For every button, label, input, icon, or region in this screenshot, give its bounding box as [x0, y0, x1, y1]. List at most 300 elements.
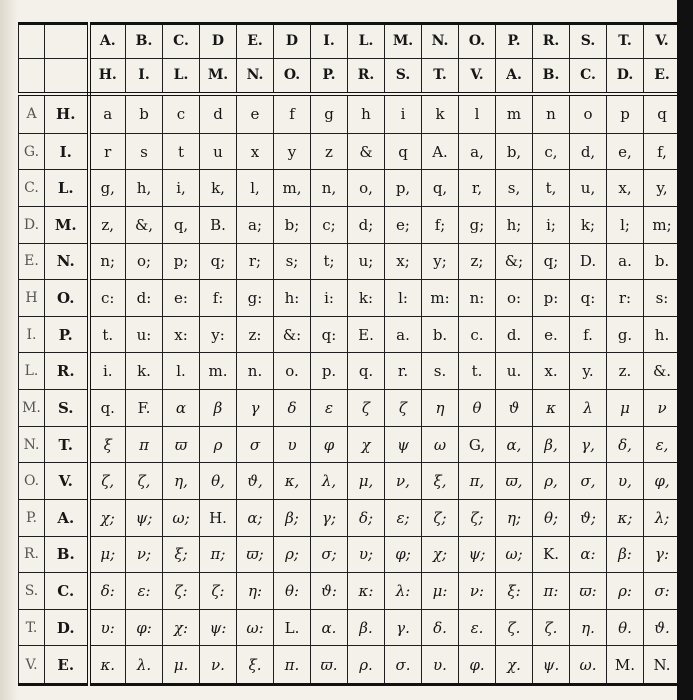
cipher-cell: ε. — [459, 609, 496, 646]
cipher-cell: ψ. — [533, 646, 570, 685]
row-key: L. — [19, 353, 45, 390]
cipher-cell: λ — [570, 390, 607, 427]
cipher-cell: k. — [126, 353, 163, 390]
cipher-cell: ν; — [126, 536, 163, 573]
cipher-cell: ρ, — [533, 463, 570, 500]
table-row — [19, 207, 681, 244]
cipher-cell: g; — [459, 207, 496, 244]
row-key-secondary: M. — [45, 207, 89, 244]
cipher-cell: A. — [422, 133, 459, 170]
header-cell: D. — [607, 58, 644, 94]
header-cell: B. — [126, 24, 163, 59]
cipher-cell: t — [163, 133, 200, 170]
cipher-cell: i, — [163, 170, 200, 207]
header-cell: R. — [348, 58, 385, 94]
header-cell: V. — [459, 58, 496, 94]
cipher-cell: &: — [274, 316, 311, 353]
cipher-cell: ω; — [496, 536, 533, 573]
header-cell: R. — [533, 24, 570, 59]
table-row — [19, 170, 681, 207]
cipher-cell: θ: — [274, 573, 311, 610]
cipher-cell: ϖ, — [496, 463, 533, 500]
cipher-cell: k; — [570, 207, 607, 244]
cipher-cell: g: — [237, 280, 274, 317]
cipher-cell: χ. — [496, 646, 533, 685]
cipher-cell: μ. — [163, 646, 200, 685]
header-spacer — [19, 24, 45, 59]
cipher-cell: H. — [200, 499, 237, 536]
row-key: I. — [19, 316, 45, 353]
cipher-cell: b. — [644, 243, 681, 280]
cipher-cell: θ — [459, 390, 496, 427]
cipher-cell: l; — [607, 207, 644, 244]
cipher-cell: z. — [607, 353, 644, 390]
cipher-cell: a. — [607, 243, 644, 280]
cipher-cell: q. — [89, 390, 126, 427]
cipher-cell: δ: — [89, 573, 126, 610]
row-key-secondary: O. — [45, 280, 89, 317]
cipher-cell: u: — [126, 316, 163, 353]
cipher-cell: p — [607, 94, 644, 134]
row-key: S. — [19, 573, 45, 610]
header-cell: C. — [570, 58, 607, 94]
cipher-cell: ξ; — [163, 536, 200, 573]
cipher-cell: f; — [422, 207, 459, 244]
cipher-cell: η — [422, 390, 459, 427]
cipher-cell: λ; — [644, 499, 681, 536]
header-cell: O. — [274, 58, 311, 94]
cipher-cell: υ. — [422, 646, 459, 685]
cipher-cell: κ — [533, 390, 570, 427]
cipher-cell: α: — [570, 536, 607, 573]
cipher-cell: ζ: — [200, 573, 237, 610]
cipher-cell: α; — [237, 499, 274, 536]
cipher-cell: n — [533, 94, 570, 134]
cipher-cell: μ, — [348, 463, 385, 500]
row-key-secondary: C. — [45, 573, 89, 610]
cipher-cell: a, — [459, 133, 496, 170]
table-row — [19, 316, 681, 353]
cipher-cell: D. — [570, 243, 607, 280]
cipher-cell: y. — [570, 353, 607, 390]
cipher-cell: y, — [644, 170, 681, 207]
header-cell: L. — [348, 24, 385, 59]
cipher-cell: ζ, — [126, 463, 163, 500]
cipher-cell: β: — [607, 536, 644, 573]
cipher-cell: &; — [496, 243, 533, 280]
cipher-cell: χ; — [422, 536, 459, 573]
cipher-cell: σ. — [385, 646, 422, 685]
cipher-cell: y — [274, 133, 311, 170]
cipher-cell: y; — [422, 243, 459, 280]
row-key-secondary: N. — [45, 243, 89, 280]
cipher-cell: θ; — [533, 499, 570, 536]
cipher-cell: ζ. — [496, 609, 533, 646]
cipher-cell: a — [89, 94, 126, 134]
cipher-cell: ν: — [459, 573, 496, 610]
header-cell: D — [274, 24, 311, 59]
row-key: D. — [19, 207, 45, 244]
cipher-cell: q — [644, 94, 681, 134]
cipher-cell: z; — [459, 243, 496, 280]
cipher-cell: π, — [459, 463, 496, 500]
table-row — [19, 353, 681, 390]
cipher-cell: f: — [200, 280, 237, 317]
cipher-cell: ξ: — [496, 573, 533, 610]
cipher-cell: ψ: — [200, 609, 237, 646]
cipher-cell: o, — [348, 170, 385, 207]
cipher-cell: λ, — [311, 463, 348, 500]
cipher-cell: p; — [163, 243, 200, 280]
cipher-cell: ζ — [385, 390, 422, 427]
cipher-cell: x; — [385, 243, 422, 280]
cipher-cell: z — [311, 133, 348, 170]
header-cell: M. — [200, 58, 237, 94]
row-key: H — [19, 280, 45, 317]
cipher-cell: i. — [89, 353, 126, 390]
cipher-cell: a. — [385, 316, 422, 353]
cipher-cell: c, — [533, 133, 570, 170]
cipher-cell: t. — [459, 353, 496, 390]
header-cell — [45, 58, 89, 94]
table-row — [19, 463, 681, 500]
header-row — [19, 58, 681, 94]
cipher-cell: E. — [348, 316, 385, 353]
cipher-cell: π: — [533, 573, 570, 610]
row-key-secondary: B. — [45, 536, 89, 573]
cipher-cell: f — [274, 94, 311, 134]
header-cell: N. — [237, 58, 274, 94]
header-cell: A. — [496, 58, 533, 94]
cipher-cell: q; — [200, 243, 237, 280]
cipher-cell: ξ. — [237, 646, 274, 685]
cipher-cell: d: — [126, 280, 163, 317]
header-cell: S. — [385, 58, 422, 94]
cipher-cell: ϖ; — [237, 536, 274, 573]
cipher-cell: ε, — [644, 426, 681, 463]
header-cell: I. — [126, 58, 163, 94]
row-key-secondary: D. — [45, 609, 89, 646]
cipher-cell: r. — [385, 353, 422, 390]
cipher-cell: δ; — [348, 499, 385, 536]
row-key-secondary: T. — [45, 426, 89, 463]
cipher-cell: o — [570, 94, 607, 134]
cipher-cell: x. — [533, 353, 570, 390]
cipher-cell: e; — [385, 207, 422, 244]
table-row — [19, 280, 681, 317]
cipher-cell: ρ: — [607, 573, 644, 610]
cipher-cell: u; — [348, 243, 385, 280]
row-key-secondary: L. — [45, 170, 89, 207]
row-key-secondary: H. — [45, 94, 89, 134]
cipher-cell: ε; — [385, 499, 422, 536]
table-row — [19, 609, 681, 646]
cipher-cell: B. — [200, 207, 237, 244]
cipher-cell: i — [385, 94, 422, 134]
header-cell: S. — [570, 24, 607, 59]
cipher-cell: σ; — [311, 536, 348, 573]
cipher-cell: ρ; — [274, 536, 311, 573]
row-key-secondary: P. — [45, 316, 89, 353]
cipher-cell: u — [200, 133, 237, 170]
cipher-cell: β — [200, 390, 237, 427]
cipher-cell: φ; — [385, 536, 422, 573]
cipher-cell: χ; — [89, 499, 126, 536]
cipher-cell: d. — [496, 316, 533, 353]
cipher-cell: q — [385, 133, 422, 170]
cipher-cell: λ. — [126, 646, 163, 685]
cipher-cell: ν, — [385, 463, 422, 500]
cipher-cell: b, — [496, 133, 533, 170]
cipher-cell: κ, — [274, 463, 311, 500]
cipher-cell: N. — [644, 646, 681, 685]
cipher-cell: l, — [237, 170, 274, 207]
row-key: E. — [19, 243, 45, 280]
header-cell: B. — [533, 58, 570, 94]
cipher-cell: η; — [496, 499, 533, 536]
cipher-cell: q, — [422, 170, 459, 207]
cipher-cell: d — [200, 94, 237, 134]
header-cell: P. — [496, 24, 533, 59]
cipher-cell: ε — [311, 390, 348, 427]
cipher-cell: z, — [89, 207, 126, 244]
cipher-cell: f, — [644, 133, 681, 170]
cipher-cell: φ. — [459, 646, 496, 685]
cipher-cell: G, — [459, 426, 496, 463]
cipher-cell: & — [348, 133, 385, 170]
cipher-cell: κ. — [89, 646, 126, 685]
cipher-cell: ε: — [126, 573, 163, 610]
cipher-cell: h; — [496, 207, 533, 244]
cipher-cell: φ — [311, 426, 348, 463]
header-cell: N. — [422, 24, 459, 59]
cipher-cell: k: — [348, 280, 385, 317]
cipher-cell: γ, — [570, 426, 607, 463]
cipher-cell: q; — [533, 243, 570, 280]
cipher-cell: F. — [126, 390, 163, 427]
header-cell: I. — [311, 24, 348, 59]
cipher-cell: h, — [126, 170, 163, 207]
cipher-cell: h: — [274, 280, 311, 317]
cipher-cell: q. — [348, 353, 385, 390]
row-key: V. — [19, 646, 45, 685]
cipher-cell: e, — [607, 133, 644, 170]
row-key: C. — [19, 170, 45, 207]
cipher-cell: c: — [89, 280, 126, 317]
cipher-cell: γ. — [385, 609, 422, 646]
cipher-cell: p, — [385, 170, 422, 207]
cipher-cell: r, — [459, 170, 496, 207]
row-key: N. — [19, 426, 45, 463]
cipher-cell: λ: — [385, 573, 422, 610]
header-spacer — [19, 58, 45, 94]
header-cell: D — [200, 24, 237, 59]
cipher-cell: κ: — [348, 573, 385, 610]
cipher-cell: x, — [607, 170, 644, 207]
header-cell: L. — [163, 58, 200, 94]
cipher-cell: m: — [422, 280, 459, 317]
row-key-secondary: E. — [45, 646, 89, 685]
cipher-cell: ρ — [200, 426, 237, 463]
cipher-cell: γ — [237, 390, 274, 427]
table-row — [19, 499, 681, 536]
cipher-cell: p: — [533, 280, 570, 317]
cipher-cell: μ: — [422, 573, 459, 610]
cipher-cell: k — [422, 94, 459, 134]
cipher-cell: m. — [200, 353, 237, 390]
cipher-cell: i: — [311, 280, 348, 317]
cipher-cell: c. — [459, 316, 496, 353]
cipher-cell: ϖ. — [311, 646, 348, 685]
cipher-cell: m; — [644, 207, 681, 244]
cipher-cell: ζ; — [459, 499, 496, 536]
cipher-cell: ϖ — [163, 426, 200, 463]
cipher-cell: β. — [348, 609, 385, 646]
header-cell — [45, 24, 89, 59]
cipher-cell: n: — [459, 280, 496, 317]
cipher-cell: ϑ; — [570, 499, 607, 536]
cipher-cell: g. — [607, 316, 644, 353]
cipher-cell: d; — [348, 207, 385, 244]
cipher-cell: m, — [274, 170, 311, 207]
cipher-cell: r; — [237, 243, 274, 280]
cipher-cell: x: — [163, 316, 200, 353]
cipher-cell: z: — [237, 316, 274, 353]
cipher-cell: o. — [274, 353, 311, 390]
cipher-cell: i; — [533, 207, 570, 244]
table-row — [19, 133, 681, 170]
cipher-cell: α. — [311, 609, 348, 646]
cipher-cell: q: — [570, 280, 607, 317]
cipher-cell: g — [311, 94, 348, 134]
cipher-cell: ψ; — [459, 536, 496, 573]
cipher-cell: t, — [533, 170, 570, 207]
cipher-cell: θ. — [607, 609, 644, 646]
row-key: G. — [19, 133, 45, 170]
cipher-cell: ϑ — [496, 390, 533, 427]
cipher-cell: γ; — [311, 499, 348, 536]
cipher-cell: ψ; — [126, 499, 163, 536]
cipher-cell: υ; — [348, 536, 385, 573]
cipher-cell: υ, — [607, 463, 644, 500]
cipher-cell: β, — [533, 426, 570, 463]
cipher-cell: s — [126, 133, 163, 170]
cipher-cell: φ, — [644, 463, 681, 500]
cipher-cell: K. — [533, 536, 570, 573]
cipher-cell: ϖ: — [570, 573, 607, 610]
cipher-cell: u, — [570, 170, 607, 207]
cipher-cell: η. — [570, 609, 607, 646]
header-cell: H. — [89, 58, 126, 94]
cipher-cell: x — [237, 133, 274, 170]
cipher-cell: n, — [311, 170, 348, 207]
cipher-cell: a; — [237, 207, 274, 244]
table-row — [19, 390, 681, 427]
cipher-cell: l: — [385, 280, 422, 317]
row-key-secondary: I. — [45, 133, 89, 170]
cipher-cell: t; — [311, 243, 348, 280]
header-cell: T. — [607, 24, 644, 59]
cipher-cell: υ: — [89, 609, 126, 646]
cipher-cell: l — [459, 94, 496, 134]
header-cell: P. — [311, 58, 348, 94]
cipher-cell: σ — [237, 426, 274, 463]
header-cell: O. — [459, 24, 496, 59]
cipher-cell: ϑ, — [237, 463, 274, 500]
page-gutter — [0, 0, 18, 700]
row-key-secondary: R. — [45, 353, 89, 390]
row-key: A — [19, 94, 45, 134]
cipher-cell: β; — [274, 499, 311, 536]
cipher-cell: k, — [200, 170, 237, 207]
cipher-cell: s; — [274, 243, 311, 280]
cipher-cell: n. — [237, 353, 274, 390]
row-key: P. — [19, 499, 45, 536]
cipher-cell: b; — [274, 207, 311, 244]
cipher-cell: ζ: — [163, 573, 200, 610]
row-key-secondary: A. — [45, 499, 89, 536]
row-key-secondary: V. — [45, 463, 89, 500]
cipher-cell: χ: — [163, 609, 200, 646]
cipher-cell: δ. — [422, 609, 459, 646]
table-row — [19, 94, 681, 134]
cipher-cell: &. — [644, 353, 681, 390]
cipher-cell: δ — [274, 390, 311, 427]
row-key: M. — [19, 390, 45, 427]
row-key: R. — [19, 536, 45, 573]
cipher-cell: r: — [607, 280, 644, 317]
header-cell: C. — [163, 24, 200, 59]
cipher-cell: c; — [311, 207, 348, 244]
cipher-cell: ω. — [570, 646, 607, 685]
cipher-cell: d, — [570, 133, 607, 170]
cipher-cell: ζ. — [533, 609, 570, 646]
cipher-cell: ξ — [89, 426, 126, 463]
cipher-cell: e — [237, 94, 274, 134]
cipher-cell: α, — [496, 426, 533, 463]
table-row — [19, 573, 681, 610]
cipher-cell: c — [163, 94, 200, 134]
cipher-cell: o: — [496, 280, 533, 317]
header-cell: T. — [422, 58, 459, 94]
cipher-cell: ϑ: — [311, 573, 348, 610]
cipher-cell: π. — [274, 646, 311, 685]
cipher-cell: l. — [163, 353, 200, 390]
cipher-cell: s. — [422, 353, 459, 390]
cipher-cell: ξ, — [422, 463, 459, 500]
cipher-cell: r — [89, 133, 126, 170]
cipher-cell: δ, — [607, 426, 644, 463]
cipher-cell: μ; — [89, 536, 126, 573]
cipher-cell: ν — [644, 390, 681, 427]
cipher-cell: ν. — [200, 646, 237, 685]
cipher-cell: q, — [163, 207, 200, 244]
cipher-cell: &, — [126, 207, 163, 244]
cipher-cell: h — [348, 94, 385, 134]
cipher-cell: t. — [89, 316, 126, 353]
cipher-cell: h. — [644, 316, 681, 353]
cipher-cell: η: — [237, 573, 274, 610]
header-cell: M. — [385, 24, 422, 59]
header-cell: V. — [644, 24, 681, 59]
cipher-cell: γ: — [644, 536, 681, 573]
cipher-cell: ψ — [385, 426, 422, 463]
cipher-cell: μ — [607, 390, 644, 427]
row-key: O. — [19, 463, 45, 500]
cipher-cell: η, — [163, 463, 200, 500]
cipher-cell: π — [126, 426, 163, 463]
cipher-cell: ζ, — [89, 463, 126, 500]
